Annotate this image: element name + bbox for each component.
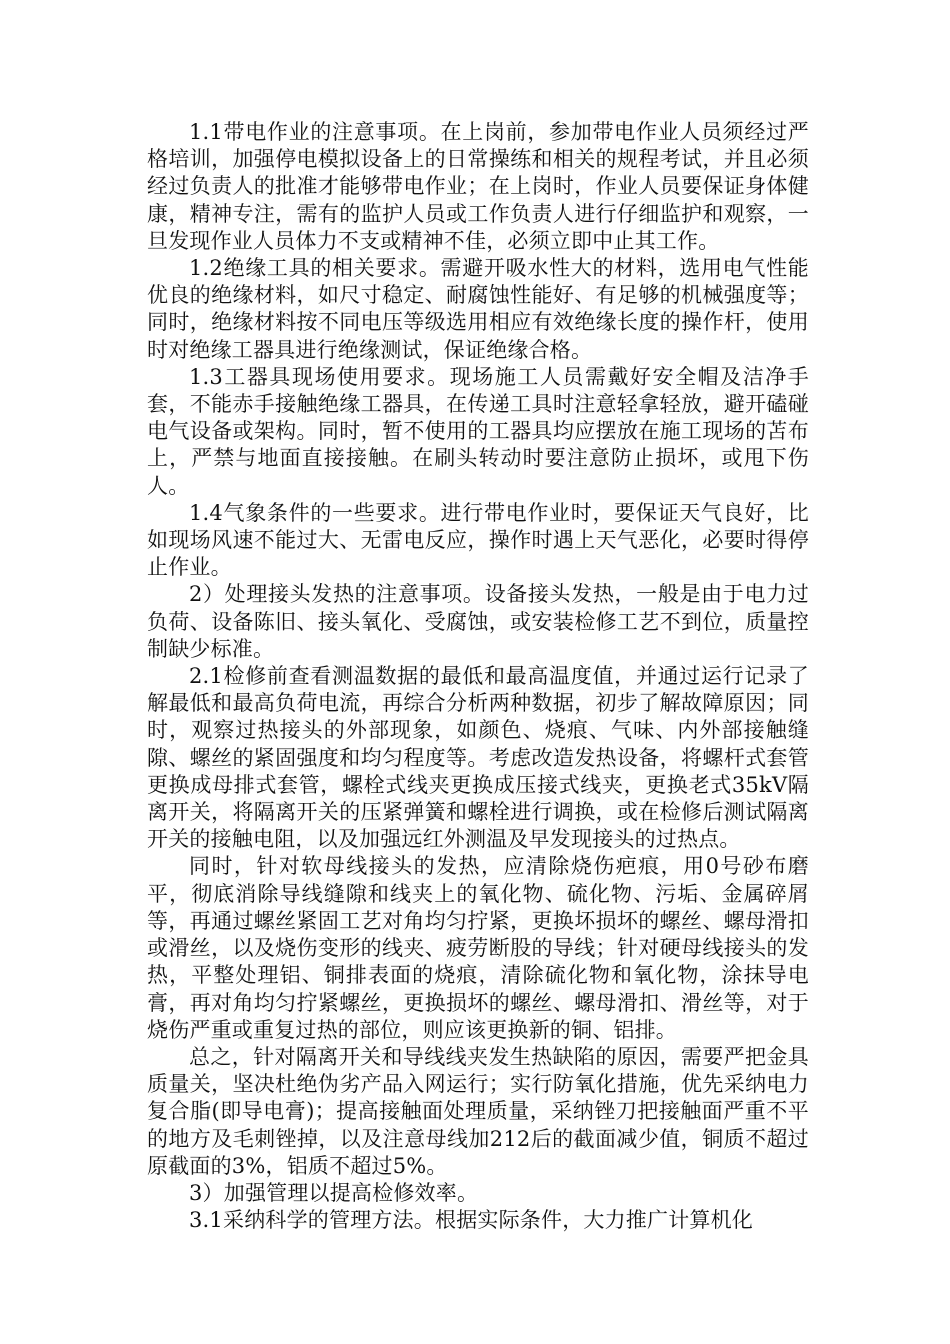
paragraph-summary: 总之，针对隔离开关和导线线夹发生热缺陷的原因，需要严把金具质量关，坚决杜绝伪劣产品入网运行；实行防氧化措施，优先采纳电力复合脂(即导电膏)；提高接触面处理质量，采纳锉刀把接触面严重不平的地方及毛刺锉掉，以及注意母线加212后的截面减少值，铜质不超过原截面的3%，铝质不超过5%。 (147, 1044, 809, 1178)
paragraph-1-4-weather: 1.4气象条件的一些要求。进行带电作业时，要保证天气良好，比如现场风速不能过大、无雷电反应，操作时遇上天气恶化，必要时得停止作业。 (147, 500, 809, 580)
paragraph-1-2-insulation-tools: 1.2绝缘工具的相关要求。需避开吸水性大的材料，选用电气性能优良的绝缘材料，如尺寸稳定、耐腐蚀性能好、有足够的机械强度等；同时，绝缘材料按不同电压等级选用相应有效绝缘长度的操作杆，使用时对绝缘工器具进行绝缘测试，保证绝缘合格。 (147, 256, 809, 362)
paragraph-2-joint-heating: 2）处理接头发热的注意事项。设备接头发热，一般是由于电力过负荷、设备陈旧、接头氧化、受腐蚀，或安装检修工艺不到位，质量控制缺少标准。 (147, 582, 809, 661)
paragraph-2-1-inspection: 2.1检修前查看测温数据的最低和最高温度值，并通过运行记录了解最低和最高负荷电流，再综合分析两种数据，初步了解故障原因；同时，观察过热接头的外部现象，如颜色、烧痕、气味、内外部接触缝隙、螺丝的紧固强度和均匀程度等。考虑改造发热设备，将螺杆式套管更换成母排式套管，螺栓式线夹更换成压接式线夹，更换老式35kV隔离开关，将隔离开关的压紧弹簧和螺栓进行调换，或在检修后测试隔离开关的接触电阻，以及加强远红外测温及早发现接头的过热点。 (147, 664, 809, 852)
paragraph-busbar-heating: 同时，针对软母线接头的发热，应清除烧伤疤痕，用0号砂布磨平，彻底消除导线缝隙和线夹上的氧化物、硫化物、污垢、金属碎屑等，再通过螺丝紧固工艺对角均匀拧紧，更换坏损坏的螺丝、螺母滑扣或滑丝，以及烧伤变形的线夹、疲劳断股的导线；针对硬母线接头的发热，平整处理铝、铜排表面的烧痕，清除硫化物和氧化物，涂抹导电膏，再对角均匀拧紧螺丝，更换损坏的螺丝、螺母滑扣、滑丝等，对于烧伤严重或重复过热的部位，则应该更换新的铜、铝排。 (147, 854, 809, 1042)
paragraph-1-3-tool-usage: 1.3工器具现场使用要求。现场施工人员需戴好安全帽及洁净手套，不能赤手接触绝缘工器具，在传递工具时注意轻拿轻放，避开磕碰电气设备或架构。同时，暂不使用的工器具均应摆放在施工现场的苫布上，严禁与地面直接接触。在刷头转动时要注意防止损坏，或甩下伤人。 (147, 364, 809, 498)
paragraph-1-1-live-work: 1.1带电作业的注意事项。在上岗前，参加带电作业人员须经过严格培训，加强停电模拟设备上的日常操练和相关的规程考试，并且必须经过负责人的批准才能够带电作业；在上岗时，作业人员要保证身体健康，精神专注，需有的监护人员或工作负责人进行仔细监护和观察，一旦发现作业人员体力不支或精神不佳，必须立即中止其工作。 (147, 120, 809, 253)
paragraph-3-management: 3）加强管理以提高检修效率。 (189, 1180, 479, 1205)
body-text (147, 119, 809, 1234)
paragraph-3-1-scientific-management: 3.1采纳科学的管理方法。根据实际条件，大力推广计算机化 (189, 1208, 753, 1233)
